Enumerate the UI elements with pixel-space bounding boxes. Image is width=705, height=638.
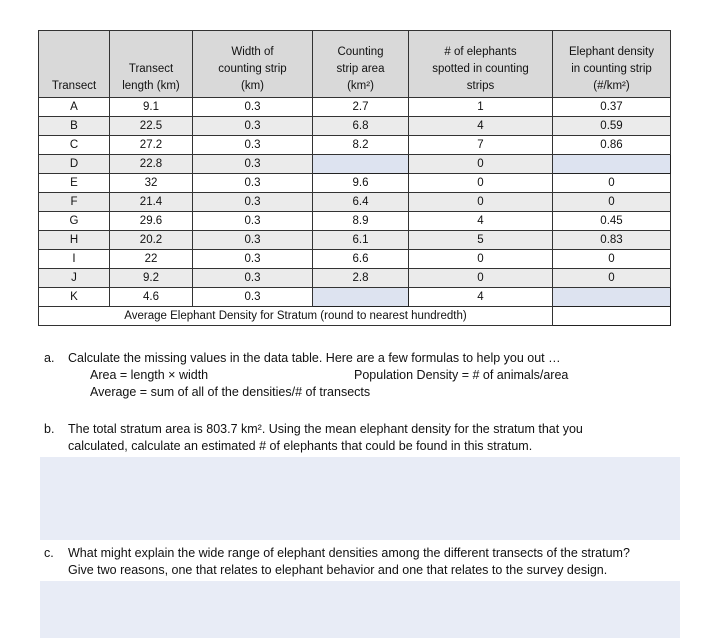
table-cell: 22.8 — [110, 155, 193, 174]
table-cell: G — [39, 212, 110, 231]
formula-density: Population Density = # of animals/area — [354, 368, 569, 382]
table-cell: B — [39, 117, 110, 136]
header-cell — [409, 31, 553, 98]
header-line: in counting strip — [571, 63, 652, 75]
table-cell: 0.3 — [193, 231, 313, 250]
answer-box-b[interactable] — [40, 457, 680, 540]
table-cell: 0.86 — [553, 136, 671, 155]
header-line: # of elephants — [444, 46, 517, 58]
header-cell — [39, 31, 110, 98]
table-cell: 6.8 — [313, 117, 409, 136]
table-cell: 2.8 — [313, 269, 409, 288]
table-cell: F — [39, 193, 110, 212]
question-c — [44, 545, 704, 581]
table-row — [39, 98, 671, 117]
table-cell: 29.6 — [110, 212, 193, 231]
table-cell: 6.1 — [313, 231, 409, 250]
answer-box-c[interactable] — [40, 581, 680, 638]
header-line: strips — [466, 80, 495, 92]
table-cell: 1 — [409, 98, 553, 117]
table-cell: 0 — [553, 174, 671, 193]
header-line: length (km) — [122, 80, 180, 92]
table-cell: 22 — [110, 250, 193, 269]
table-cell: 4 — [409, 117, 553, 136]
table-row — [39, 155, 671, 174]
header-cell — [193, 31, 313, 98]
table-row — [39, 212, 671, 231]
table-cell: 4 — [409, 288, 553, 307]
table-cell: 0.37 — [553, 98, 671, 117]
table-cell: 27.2 — [110, 136, 193, 155]
question-a-letter: a. — [44, 351, 55, 365]
table-cell: 0 — [409, 193, 553, 212]
table-cell: 4.6 — [110, 288, 193, 307]
table-row — [39, 193, 671, 212]
table-cell: 0.3 — [193, 136, 313, 155]
header-line: Transect — [128, 63, 174, 75]
question-b-line1: The total stratum area is 803.7 km². Using the mean elephant density for the stratum that you — [68, 422, 583, 436]
blank-answer-cell[interactable] — [553, 288, 671, 307]
table-cell: 21.4 — [110, 193, 193, 212]
header-line: (km²) — [347, 80, 374, 92]
average-value-cell[interactable] — [553, 307, 671, 326]
table-cell: 32 — [110, 174, 193, 193]
header-line: Transect — [51, 80, 97, 92]
table-row — [39, 174, 671, 193]
header-line: Elephant density — [568, 46, 655, 58]
question-c-letter: c. — [44, 546, 54, 560]
question-a-text: Calculate the missing values in the data table. Here are a few formulas to help you out … — [68, 351, 561, 365]
average-label: Average Elephant Density for Stratum (round to nearest hundredth) — [39, 307, 553, 326]
table-cell: 0.83 — [553, 231, 671, 250]
table-cell: 0.3 — [193, 193, 313, 212]
table-cell: C — [39, 136, 110, 155]
table-row — [39, 250, 671, 269]
table-cell: 0 — [409, 174, 553, 193]
table-cell: 22.5 — [110, 117, 193, 136]
question-b-line2: calculated, calculate an estimated # of elephants that could be found in this stratum. — [68, 439, 533, 453]
table-cell: 9.1 — [110, 98, 193, 117]
header-line: strip area — [336, 63, 385, 75]
header-cell — [110, 31, 193, 98]
table-row — [39, 269, 671, 288]
header-line: Width of — [231, 46, 274, 58]
table-cell: 0.3 — [193, 174, 313, 193]
blank-answer-cell[interactable] — [313, 155, 409, 174]
blank-answer-cell[interactable] — [313, 288, 409, 307]
table-cell: E — [39, 174, 110, 193]
table-cell: 0.45 — [553, 212, 671, 231]
table-cell: 0 — [409, 269, 553, 288]
table-cell: 0.3 — [193, 212, 313, 231]
header-line: Counting — [337, 46, 384, 58]
average-row — [39, 307, 671, 326]
table-cell: 0 — [553, 193, 671, 212]
formula-area: Area = length × width — [90, 368, 209, 382]
table-row — [39, 136, 671, 155]
table-cell: 0.3 — [193, 250, 313, 269]
table-cell: J — [39, 269, 110, 288]
table-cell: 8.2 — [313, 136, 409, 155]
table-cell: 8.9 — [313, 212, 409, 231]
table-cell: 9.6 — [313, 174, 409, 193]
table-row — [39, 117, 671, 136]
table-cell: 0 — [409, 155, 553, 174]
table-cell: 2.7 — [313, 98, 409, 117]
table-cell: 6.6 — [313, 250, 409, 269]
header-cell — [313, 31, 409, 98]
table-cell: 6.4 — [313, 193, 409, 212]
header-line: spotted in counting — [432, 63, 529, 75]
table-cell: 0.3 — [193, 155, 313, 174]
table-header-row — [39, 31, 671, 98]
header-cell — [553, 31, 671, 98]
table-cell: 0.59 — [553, 117, 671, 136]
table-cell: 20.2 — [110, 231, 193, 250]
table-cell: D — [39, 155, 110, 174]
data-table — [38, 30, 671, 326]
question-b — [44, 421, 684, 457]
table-row — [39, 288, 671, 307]
header-line: (#/km²) — [593, 80, 630, 92]
table-cell: K — [39, 288, 110, 307]
table-cell: 9.2 — [110, 269, 193, 288]
formula-average: Average = sum of all of the densities/# of transects — [90, 385, 371, 399]
question-b-letter: b. — [44, 422, 55, 436]
table-cell: 7 — [409, 136, 553, 155]
table-cell: A — [39, 98, 110, 117]
blank-answer-cell[interactable] — [553, 155, 671, 174]
header-line: (km) — [241, 80, 264, 92]
table-row — [39, 231, 671, 250]
table-cell: 0 — [553, 250, 671, 269]
table-cell: 0.3 — [193, 269, 313, 288]
table-cell: 5 — [409, 231, 553, 250]
table-cell: I — [39, 250, 110, 269]
question-c-line1: What might explain the wide range of elephant densities among the different transects of the stratum? — [68, 546, 630, 560]
question-c-line2: Give two reasons, one that relates to elephant behavior and one that relates to the survey design. — [68, 563, 608, 577]
table-cell: 0.3 — [193, 288, 313, 307]
table-cell: H — [39, 231, 110, 250]
header-line: counting strip — [218, 63, 287, 75]
table-cell: 0.3 — [193, 98, 313, 117]
table-cell: 4 — [409, 212, 553, 231]
table-cell: 0 — [553, 269, 671, 288]
table-body — [39, 98, 671, 326]
table-cell: 0.3 — [193, 117, 313, 136]
table-cell: 0 — [409, 250, 553, 269]
